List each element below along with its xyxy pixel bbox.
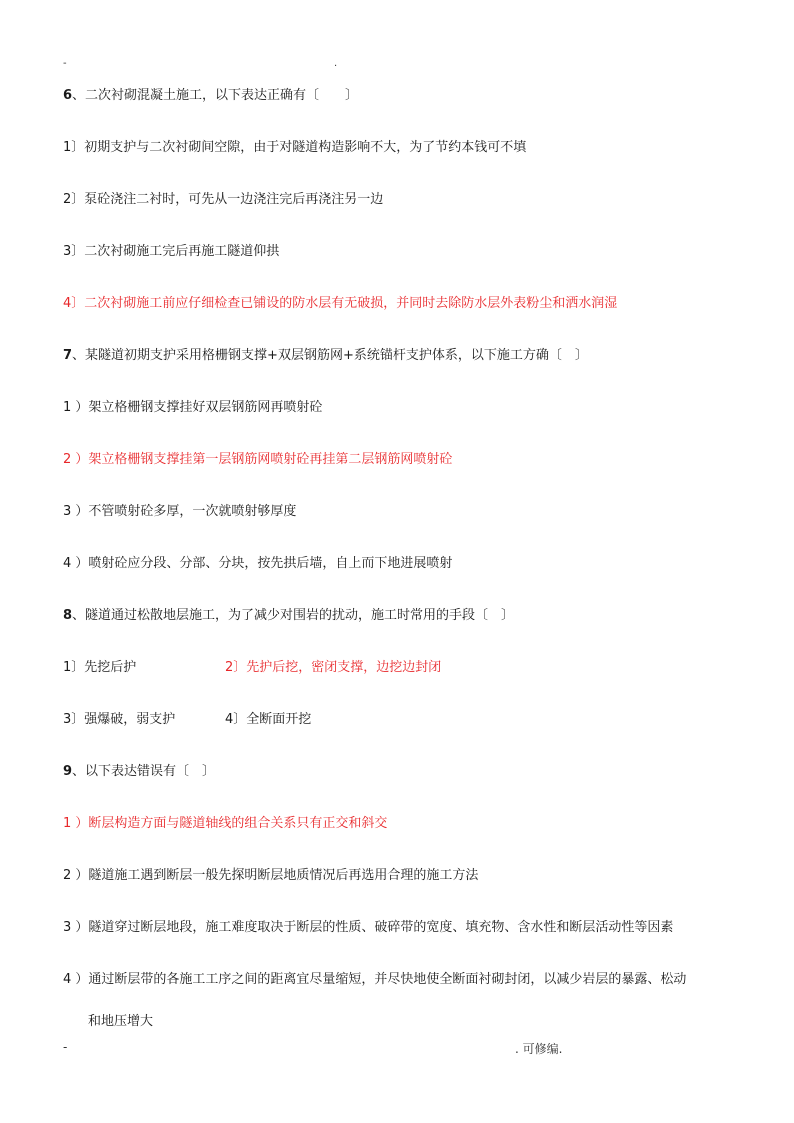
q8-option-3: 3〕强爆破，弱支护 xyxy=(63,712,176,727)
q9-option-4: 4 ）通过断层带的各施工工序之间的距离宜尽量缩短，并尽快地使全断面衬砌封闭，以减少岩层的暴露、松动 xyxy=(63,972,687,987)
header-right-mark: . xyxy=(334,58,338,69)
question-9 xyxy=(63,763,215,781)
q6-option-2: 2〕泵砼浇注二衬时，可先从一边浇注完后再浇注另一边 xyxy=(63,192,384,207)
q9-option-3: 3 ）隧道穿过断层地段，施工难度取决于断层的性质、破碎带的宽度、填充物、含水性和断层活动性等因素 xyxy=(63,920,674,935)
footer-editable-note: . 可修编. xyxy=(515,1042,563,1056)
q8-option-2-answer: 2〕先护后挖，密闭支撑，边挖边封闭 xyxy=(225,660,442,675)
q9-option-2: 2 ）隧道施工遇到断层一般先探明断层地质情况后再选用合理的施工方法 xyxy=(63,868,479,883)
footer-left-mark: - xyxy=(63,1040,68,1054)
question-number: 8 xyxy=(63,608,73,623)
question-number: 9 xyxy=(63,764,73,779)
question-8 xyxy=(63,607,514,625)
q6-option-4-answer: 4〕二次衬砌施工前应仔细检查已铺设的防水层有无破损，并同时去除防水层外表粉尘和洒水润湿 xyxy=(63,296,618,311)
q9-option-1-answer: 1 ）断层构造方面与隧道轴线的组合关系只有正交和斜交 xyxy=(63,816,388,831)
q7-option-4: 4 ）喷射砼应分段、分部、分块，按先拱后墙，自上而下地进展喷射 xyxy=(63,556,453,571)
q6-option-3: 3〕二次衬砌施工完后再施工隧道仰拱 xyxy=(63,244,280,259)
q7-option-3: 3 ）不管喷射砼多厚，一次就喷射够厚度 xyxy=(63,504,297,519)
question-number: 7 xyxy=(63,348,73,363)
question-6 xyxy=(63,87,358,105)
q8-option-1: 1〕先挖后护 xyxy=(63,660,137,675)
q7-option-2-answer: 2 ）架立格栅钢支撑挂第一层钢筋网喷射砼再挂第二层钢筋网喷射砼 xyxy=(63,452,453,467)
q9-option-4-continued: 和地压增大 xyxy=(88,1014,154,1029)
question-text: 、隧道通过松散地层施工，为了减少对围岩的扰动，施工时常用的手段〔 〕 xyxy=(72,608,515,623)
question-text: 、二次衬砌混凝土施工，以下表达正确有〔 〕 xyxy=(72,88,359,103)
q8-option-4: 4〕全断面开挖 xyxy=(225,712,312,727)
q6-option-1: 1〕初期支护与二次衬砌间空隙，由于对隧道构造影响不大，为了节约本钱可不填 xyxy=(63,140,527,155)
header-left-mark: - xyxy=(63,58,67,69)
question-number: 6 xyxy=(63,88,73,103)
question-text: 、某隧道初期支护采用格栅钢支撑+双层钢筋网+系统锚杆支护体系，以下施工方确〔 〕 xyxy=(72,348,588,363)
question-7 xyxy=(63,347,588,365)
q7-option-1: 1 ）架立格栅钢支撑挂好双层钢筋网再喷射砼 xyxy=(63,400,323,415)
question-text: 、以下表达错误有〔 〕 xyxy=(72,764,216,779)
